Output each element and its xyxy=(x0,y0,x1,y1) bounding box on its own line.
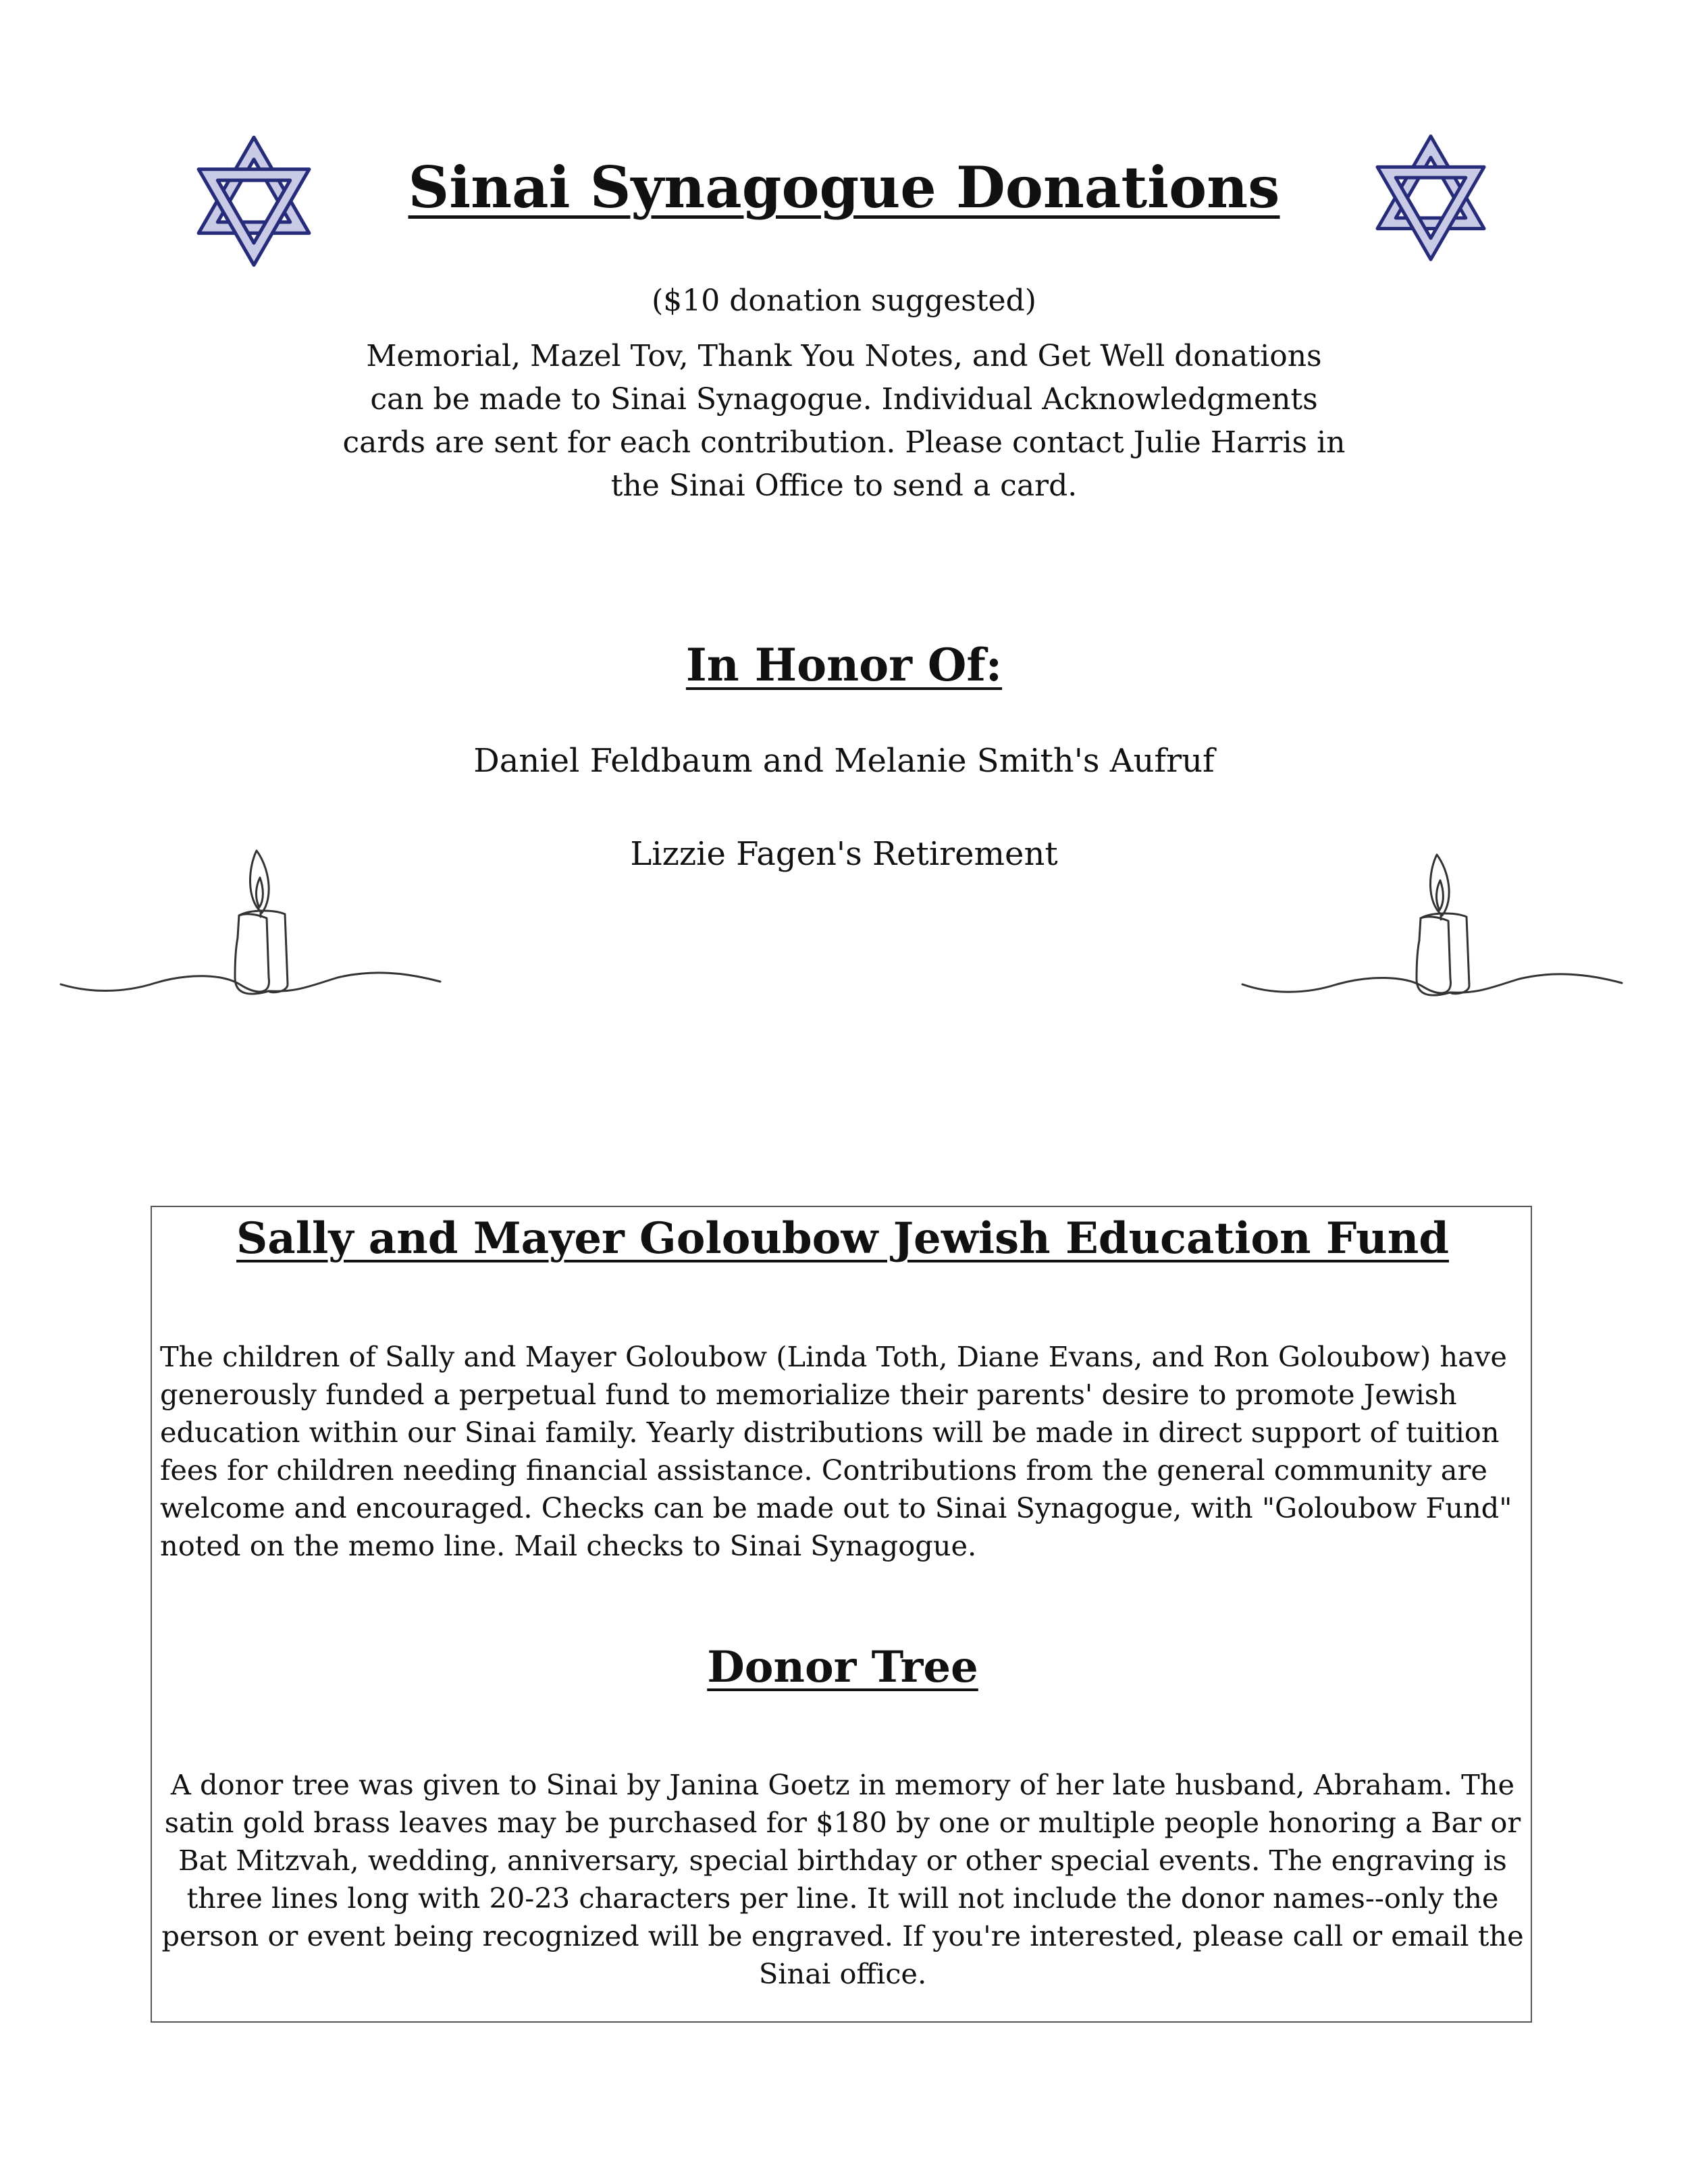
fund-paragraph: The children of Sally and Mayer Goloubow (Linda Toth, Diane Evans, and Ron Goloubow) have generously funded a perpetual fund to memorialize their parents' desire to promote Jewish education within our Sinai family. Yearly distributions will be made in direct support of tuition fees for children needing financial assistance. Contributions from the general community are welcome and encouraged. Checks can be made out to Sinai Synagogue, with "Goloubow Fund" noted on the memo line. Mail checks to Sinai Synagogue. xyxy=(160,1340,1512,1562)
fund-heading: Sally and Mayer Goloubow Jewish Education Fund xyxy=(236,1213,1449,1264)
donor-tree-heading: Donor Tree xyxy=(707,1642,978,1693)
honor-item: Daniel Feldbaum and Melanie Smith's Aufruf xyxy=(473,742,1215,780)
donor-tree-paragraph: A donor tree was given to Sinai by Janina Goetz in memory of her late husband, Abraham. The satin gold brass leaves may be purchased for $180 by one or multiple people honoring a Bar or Bat Mitzvah, wedding, anniversary, special birthday or other special events. The engraving is three lines long with 20-23 characters per line. It will not include the donor names--only the person or event being recognized will be engraved. If you're interested, please call or email the Sinai office. xyxy=(161,1768,1524,1990)
suggested-donation: ($10 donation suggested) xyxy=(652,284,1036,318)
intro-paragraph: Memorial, Mazel Tov, Thank You Notes, and Get Well donations can be made to Sinai Synagogue. Individual Acknowledgments cards are sent for each contribution. Please contact Julie Harris in the Sinai Office to send a card. xyxy=(342,339,1346,503)
candle-icon xyxy=(1236,845,1627,1007)
page-title: Sinai Synagogue Donations xyxy=(408,154,1280,221)
honor-heading: In Honor Of: xyxy=(685,639,1003,691)
honor-item: Lizzie Fagen's Retirement xyxy=(630,835,1058,873)
fund-info-box xyxy=(151,1206,1532,2023)
candle-icon xyxy=(54,843,446,1005)
